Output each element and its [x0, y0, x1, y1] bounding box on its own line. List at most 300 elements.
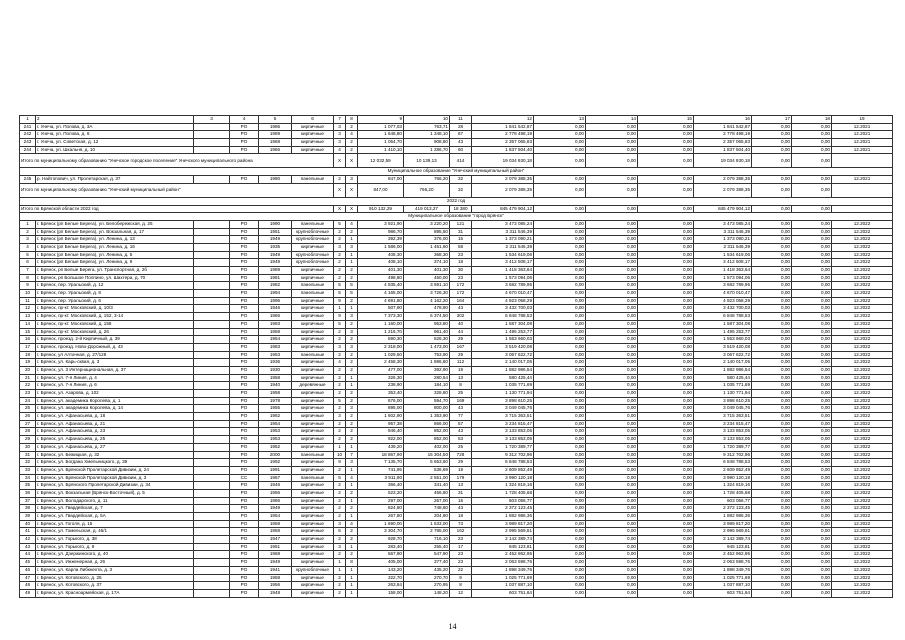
- cell: 0,00: [534, 236, 586, 244]
- cell: 580 425,44: [694, 374, 752, 382]
- cell: кирпичные: [292, 543, 334, 551]
- cell: [194, 290, 230, 298]
- cell: PO: [230, 274, 259, 282]
- cell: 376,00: [404, 236, 450, 244]
- cell: 9 312 702,96: [472, 451, 534, 459]
- cell: г. Брянск, ул. Горького, д. 9: [36, 543, 194, 551]
- cell: 0,00: [638, 520, 694, 528]
- cell: 0,00: [586, 297, 638, 305]
- cell: 728: [450, 451, 472, 459]
- cell: 167: [450, 343, 472, 351]
- cell: 48: [20, 582, 36, 590]
- cell: 0,00: [534, 451, 586, 459]
- cell: 12.2022: [832, 343, 893, 351]
- cell: 1 882 986,54: [694, 366, 752, 374]
- subtotal-cell: X: [346, 154, 358, 168]
- cell: 12.2021: [832, 146, 893, 154]
- cell: 243: [20, 139, 36, 147]
- cell: 6 848 788,53: [472, 313, 534, 321]
- cell: 1 130 771,94: [694, 390, 752, 398]
- cell: 0,00: [534, 574, 586, 582]
- cell: г. Брянск, ул. 7-я Линия, д. 6: [36, 382, 194, 390]
- cell: 2: [346, 123, 358, 131]
- cell: PO: [230, 259, 259, 267]
- cell: 1952: [259, 443, 292, 451]
- cell: 3 898 610,25: [472, 397, 534, 405]
- cell: 0,00: [586, 489, 638, 497]
- cell: 3 990 120,18: [694, 474, 752, 482]
- cell: PO: [230, 559, 259, 567]
- subtotal-cell: X: [346, 205, 358, 213]
- cell: 1: [334, 566, 346, 574]
- cell: 1 025 771,69: [694, 574, 752, 582]
- cell: 0,00: [534, 466, 586, 474]
- cell: кирпичные: [292, 574, 334, 582]
- cell: [194, 146, 230, 154]
- cell: 0,00: [638, 543, 694, 551]
- subtotal-cell: X: [346, 183, 358, 197]
- cell: 244: [20, 146, 36, 154]
- cell: 1 898 349,76: [472, 566, 534, 574]
- cell: 0,00: [638, 551, 694, 559]
- cell: 0,00: [792, 359, 832, 367]
- cell: 0,00: [638, 428, 694, 436]
- cell: кирпичные: [292, 482, 334, 490]
- cell: 0,00: [752, 146, 792, 154]
- table-row: [20, 236, 893, 244]
- cell: 1 841 542,87: [472, 123, 534, 131]
- cell: 0,00: [752, 176, 792, 184]
- cell: 0,00: [638, 320, 694, 328]
- cell: 3 412 508,17: [694, 259, 752, 267]
- cell: 1 037 887,10: [694, 582, 752, 590]
- cell: 12.2022: [832, 543, 893, 551]
- cell: 1 646,80: [358, 131, 404, 139]
- cell: 15: [638, 116, 694, 124]
- cell: 0,00: [752, 290, 792, 298]
- cell: 2: [334, 351, 346, 359]
- cell: 928,70: [358, 536, 404, 544]
- cell: 0,00: [792, 559, 832, 567]
- cell: 0,00: [792, 474, 832, 482]
- cell: 0,00: [586, 366, 638, 374]
- cell: 1: [346, 582, 358, 590]
- cell: 0,00: [792, 566, 832, 574]
- cell: PO: [230, 420, 259, 428]
- cell: 0,00: [534, 228, 586, 236]
- table-row: [20, 146, 893, 154]
- cell: г. Брянск, ул. Афанасьева, д. 21: [36, 420, 194, 428]
- cell: 7: [334, 116, 346, 124]
- cell: 1 898 349,76: [694, 566, 752, 574]
- cell: 0,00: [638, 436, 694, 444]
- cell: кирпичные: [292, 513, 334, 521]
- cell: г. Брянск (рп Белые Берега), ул. Ленина, д. 9: [36, 259, 194, 267]
- cell: 0,00: [638, 459, 694, 467]
- cell: 1954: [259, 336, 292, 344]
- cell: 0,00: [792, 220, 832, 228]
- subtotal-cell: 2 079 388,35: [472, 183, 534, 197]
- page-number: 14: [448, 622, 457, 631]
- cell: 12.2021: [832, 123, 893, 131]
- cell: [194, 123, 230, 131]
- cell: г. Брянск, ул. Инженерная, д. 26: [36, 559, 194, 567]
- cell: 7: [346, 451, 358, 459]
- cell: 2 452 862,95: [694, 551, 752, 559]
- cell: 20: [20, 366, 36, 374]
- cell: 0,00: [792, 413, 832, 421]
- cell: 0,00: [638, 513, 694, 521]
- cell: 27: [20, 420, 36, 428]
- cell: крупноблочные: [292, 228, 334, 236]
- cell: 12.2022: [832, 313, 893, 321]
- cell: 0,00: [586, 220, 638, 228]
- cell: 0,00: [534, 297, 586, 305]
- cell: 0,00: [752, 336, 792, 344]
- cell: 5: [334, 282, 346, 290]
- subtotal-cell: 0,00: [792, 205, 832, 213]
- cell: г. Брянск, ул. Горького, д. 38: [36, 536, 194, 544]
- cell: г. Брянск, пр-кт. Московский, д. 26: [36, 328, 194, 336]
- cell: 4 691,80: [358, 297, 404, 305]
- cell: 1 410,10: [358, 146, 404, 154]
- cell: 1 728 405,68: [472, 489, 534, 497]
- cell: кирпичные: [292, 267, 334, 275]
- cell: 18: [450, 259, 472, 267]
- cell: 12.2022: [832, 489, 893, 497]
- cell: 0,00: [586, 559, 638, 567]
- cell: 0,00: [534, 320, 586, 328]
- cell: 408,30: [358, 251, 404, 259]
- cell: 0,00: [792, 251, 832, 259]
- cell: 392,39: [358, 236, 404, 244]
- cell: PO: [230, 351, 259, 359]
- cell: PO: [230, 366, 259, 374]
- cell: 2: [334, 405, 346, 413]
- cell: 0,00: [534, 139, 586, 147]
- cell: кирпичные: [292, 405, 334, 413]
- cell: г. Брянск, пер. Уральский, д. 8: [36, 290, 194, 298]
- cell: 15: [20, 328, 36, 336]
- cell: 1 348,10: [404, 131, 450, 139]
- cell: 23: [450, 251, 472, 259]
- cell: 580 425,44: [472, 374, 534, 382]
- table-row: [20, 374, 893, 382]
- cell: 12.2022: [832, 428, 893, 436]
- cell: 0,00: [586, 466, 638, 474]
- cell: 0,00: [792, 176, 832, 184]
- cell: 12.2022: [832, 505, 893, 513]
- cell: 1951: [259, 543, 292, 551]
- cell: кирпичные: [292, 131, 334, 139]
- cell: [194, 574, 230, 582]
- cell: 13: [534, 116, 586, 124]
- cell: 1 553 660,03: [472, 336, 534, 344]
- cell: 0,00: [752, 343, 792, 351]
- cell: 1 077,03: [358, 123, 404, 131]
- cell: 12.2022: [832, 259, 893, 267]
- cell: 2 318,00: [358, 343, 404, 351]
- cell: 1: [346, 259, 358, 267]
- cell: 7: [20, 267, 36, 275]
- cell: 302: [450, 313, 472, 321]
- cell: 0,00: [638, 123, 694, 131]
- cell: PO: [230, 405, 259, 413]
- cell: 245: [20, 176, 36, 184]
- subtotal-cell: 0,00: [638, 154, 694, 168]
- cell: панельные: [292, 176, 334, 184]
- subtotal-cell: 0,00: [638, 183, 694, 197]
- cell: 439,20: [358, 443, 404, 451]
- cell: 24: [20, 397, 36, 405]
- cell: 0,00: [534, 413, 586, 421]
- cell: кирпичные: [292, 320, 334, 328]
- cell: 2: [20, 228, 36, 236]
- cell: 435,20: [404, 566, 450, 574]
- cell: 40: [20, 520, 36, 528]
- cell: 1940: [259, 382, 292, 390]
- cell: 1980: [259, 176, 292, 184]
- cell: PO: [230, 543, 259, 551]
- subtotal-cell: [832, 154, 893, 168]
- cell: 0,00: [534, 551, 586, 559]
- cell: 0,00: [534, 274, 586, 282]
- table-row: [20, 243, 893, 251]
- cell: [194, 359, 230, 367]
- cell: 43: [450, 428, 472, 436]
- cell: 33: [20, 466, 36, 474]
- cell: 748,60: [404, 505, 450, 513]
- cell: 29: [20, 436, 36, 444]
- cell: 1: [346, 443, 358, 451]
- cell: г. Брянск, ул. Богдана Хмельницкого, д. 39: [36, 459, 194, 467]
- cell: кирпичные: [292, 559, 334, 567]
- cell: 267,00: [404, 497, 450, 505]
- cell: 3 133 853,05: [472, 428, 534, 436]
- cell: г. Брянск, пер. Уральский, д. 6: [36, 297, 194, 305]
- cell: 12.2022: [832, 282, 893, 290]
- cell: г. Брянск, ул. Володарского, д. 11: [36, 497, 194, 505]
- cell: 590,30: [358, 336, 404, 344]
- cell: 0,00: [752, 566, 792, 574]
- cell: 0,00: [534, 282, 586, 290]
- cell: 3: [334, 520, 346, 528]
- cell: 0,00: [752, 428, 792, 436]
- cell: г. Брянск, ул. Гвардейская, д. 5А: [36, 513, 194, 521]
- cell: г. Брянск, ул. Гвардейская, д. 7: [36, 505, 194, 513]
- cell: 0,00: [752, 123, 792, 131]
- cell: PO: [230, 359, 259, 367]
- cell: [194, 366, 230, 374]
- cell: 0,00: [534, 251, 586, 259]
- cell: 2: [346, 320, 358, 328]
- table-row: [20, 536, 893, 544]
- cell: 1949: [259, 505, 292, 513]
- cell: PO: [230, 528, 259, 536]
- cell: 477,00: [358, 366, 404, 374]
- cell: 1: [346, 543, 358, 551]
- cell: 12.2022: [832, 497, 893, 505]
- table-row: [20, 551, 893, 559]
- cell: 0,00: [638, 451, 694, 459]
- cell: 3 519 420,08: [472, 343, 534, 351]
- cell: PO: [230, 551, 259, 559]
- cell: 53: [450, 436, 472, 444]
- cell: 1: [334, 443, 346, 451]
- cell: 368,30: [404, 251, 450, 259]
- cell: [194, 451, 230, 459]
- cell: кирпичные: [292, 374, 334, 382]
- cell: 0,00: [586, 290, 638, 298]
- cell: 0,00: [638, 313, 694, 321]
- cell: PO: [230, 313, 259, 321]
- cell: 17: [752, 116, 792, 124]
- cell: 2 372 123,45: [694, 505, 752, 513]
- cell: панельные: [292, 282, 334, 290]
- cell: [194, 320, 230, 328]
- cell: 40: [450, 320, 472, 328]
- cell: г. Брянск (рп Белые Берега), ул. Ленина, д. 16: [36, 243, 194, 251]
- cell: 2 079 388,35: [472, 176, 534, 184]
- cell: 2: [346, 436, 358, 444]
- table-row: [20, 359, 893, 367]
- cell: 3: [346, 328, 358, 336]
- cell: PO: [230, 497, 259, 505]
- cell: г. Брянск, ул. Бежицкая, д. 32: [36, 451, 194, 459]
- cell: 401,30: [358, 267, 404, 275]
- cell: 238,90: [358, 382, 404, 390]
- cell: 1 473,00: [404, 343, 450, 351]
- table-row: [20, 274, 893, 282]
- cell: 2 551,00: [404, 474, 450, 482]
- cell: кирпичные: [292, 520, 334, 528]
- cell: 0,00: [752, 574, 792, 582]
- cell: 1967: [259, 474, 292, 482]
- cell: 44: [20, 551, 36, 559]
- cell: 0,00: [638, 474, 694, 482]
- cell: г. Брянск, ул. Афанасьева, д. 27: [36, 443, 194, 451]
- cell: 2: [334, 328, 346, 336]
- cell: кирпичные: [292, 536, 334, 544]
- subtotal-cell: 18 380: [450, 205, 472, 213]
- cell: 2: [346, 489, 358, 497]
- cell: 9: [20, 282, 36, 290]
- table-row: [20, 251, 893, 259]
- cell: 1: [20, 220, 36, 228]
- cell: 0,00: [638, 536, 694, 544]
- subtotal-cell: 0,00: [586, 205, 638, 213]
- subtotal-cell: 0,00: [792, 183, 832, 197]
- cell: г. Брянск (рп Белые Берега), ул. Белобережская, д. 25: [36, 220, 194, 228]
- cell: 1 216,70: [358, 328, 404, 336]
- cell: 0,00: [586, 428, 638, 436]
- cell: 270,95: [404, 582, 450, 590]
- cell: [194, 382, 230, 390]
- cell: [194, 397, 230, 405]
- cell: 0,00: [792, 536, 832, 544]
- cell: 4: [20, 243, 36, 251]
- cell: г. Брянск, ул. Карла Либкнехта, д. 3: [36, 566, 194, 574]
- cell: 0,00: [586, 139, 638, 147]
- table-row: [20, 451, 893, 459]
- cell: 676,00: [358, 397, 404, 405]
- cell: 0,00: [534, 528, 586, 536]
- cell: 3 220,20: [404, 220, 450, 228]
- cell: 0,00: [752, 359, 792, 367]
- table-row: [20, 259, 893, 267]
- cell: 0,00: [638, 589, 694, 597]
- cell: 1 029,50: [358, 351, 404, 359]
- cell: 0,00: [752, 559, 792, 567]
- cell: PO: [230, 436, 259, 444]
- cell: 3 519 420,08: [694, 343, 752, 351]
- cell: 2: [334, 420, 346, 428]
- subtotal-cell: 2 079 388,35: [694, 183, 752, 197]
- subtotal-cell: 0,00: [534, 154, 586, 168]
- cell: р. Найтопович, ул. Пролетарская, д. 37: [36, 176, 194, 184]
- cell: 0,00: [752, 236, 792, 244]
- cell: 1936: [259, 359, 292, 367]
- cell: 164: [450, 297, 472, 305]
- cell: 0,00: [638, 397, 694, 405]
- cell: [194, 343, 230, 351]
- cell: 0,00: [534, 382, 586, 390]
- cell: 0,00: [752, 297, 792, 305]
- cell: 0,00: [586, 343, 638, 351]
- cell: 0,00: [638, 282, 694, 290]
- cell: 1954: [259, 420, 292, 428]
- subtotal-row: [20, 154, 893, 168]
- cell: 22: [450, 566, 472, 574]
- cell: [194, 259, 230, 267]
- table-row: [20, 267, 893, 275]
- cell: 1981: [259, 274, 292, 282]
- cell: 408,10: [358, 259, 404, 267]
- cell: 3 921,90: [358, 220, 404, 228]
- cell: 0,00: [534, 313, 586, 321]
- cell: кирпичные: [292, 274, 334, 282]
- cell: 0,00: [752, 282, 792, 290]
- cell: 0,00: [792, 443, 832, 451]
- cell: 852,00: [404, 436, 450, 444]
- cell: 12.2022: [832, 366, 893, 374]
- cell: 12.2022: [832, 274, 893, 282]
- cell: [194, 566, 230, 574]
- table-row: [20, 343, 893, 351]
- cell: 0,00: [534, 443, 586, 451]
- cell: 2: [334, 267, 346, 275]
- subtotal-cell: [832, 183, 893, 197]
- cell: PO: [230, 131, 259, 139]
- subtotal-cell: 0,00: [586, 183, 638, 197]
- cell: г. Брянск, ул. Котовского, д. 25: [36, 574, 194, 582]
- cell: 36: [20, 489, 36, 497]
- cell: 77: [450, 413, 472, 421]
- cell: 0,00: [586, 374, 638, 382]
- cell: 1 324 819,16: [694, 482, 752, 490]
- cell: 2: [334, 505, 346, 513]
- cell: 946,40: [358, 428, 404, 436]
- cell: 2: [346, 366, 358, 374]
- cell: 1 451,60: [404, 243, 450, 251]
- cell: PO: [230, 374, 259, 382]
- cell: 0,00: [534, 290, 586, 298]
- cell: 12.2022: [832, 336, 893, 344]
- table-row: [20, 482, 893, 490]
- cell: PO: [230, 520, 259, 528]
- cell: 1: [346, 482, 358, 490]
- cell: 0,00: [792, 451, 832, 459]
